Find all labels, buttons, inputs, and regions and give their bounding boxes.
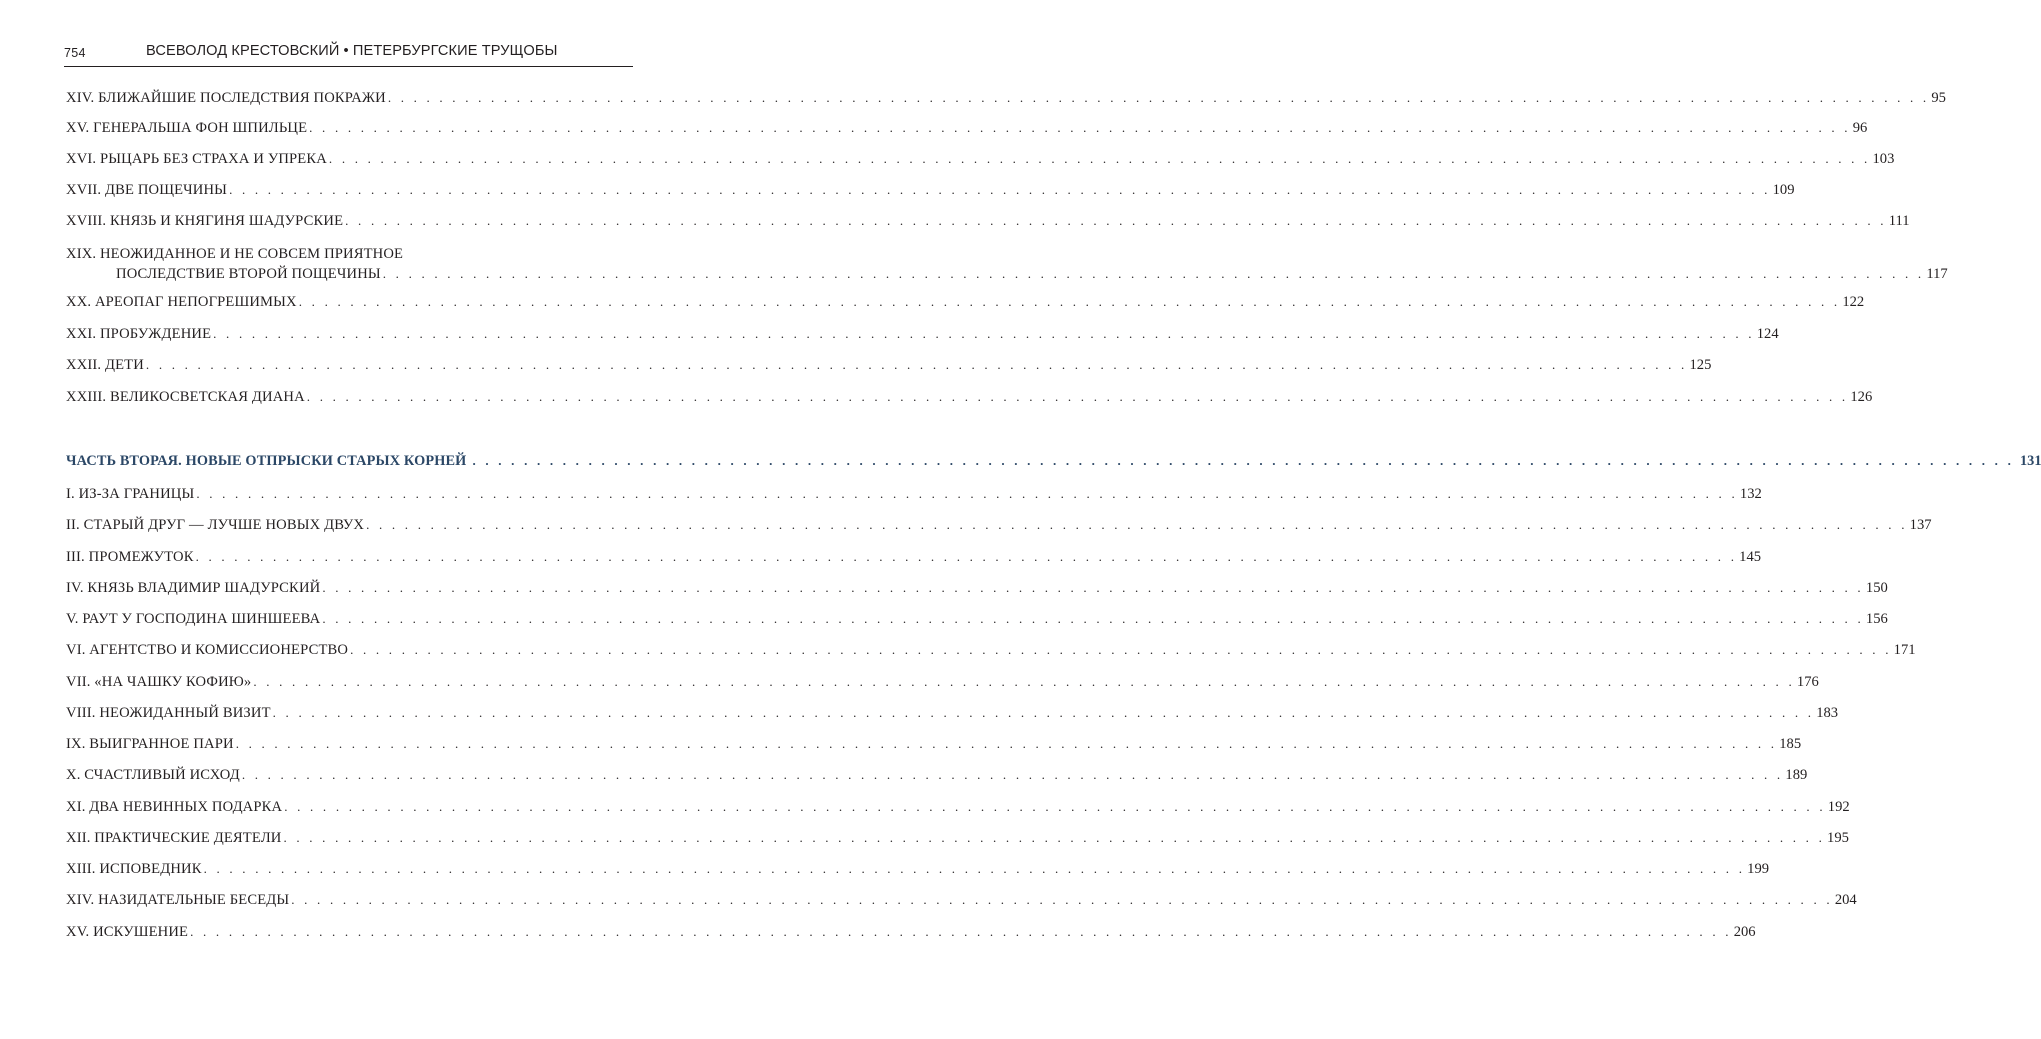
toc-entry-row <box>66 324 1779 344</box>
toc-entry <box>66 324 1779 344</box>
dot-leader: . . . . . . . . . . . . . . . . . . . . . . . . . . . . . . . . . . . . . . . . . . . . . . . . . . . . . . . . . . . . . . . . . . . . . . . . . . . . . . . . . . . . . . . . . . . . . . . . . . . . . . . . . . . . . . . . . . . . . . . . <box>229 182 1771 197</box>
toc-entry-title: XIV. НАЗИДАТЕЛЬНЫЕ БЕСЕДЫ <box>66 892 290 908</box>
toc-entry-title: XXIII. ВЕЛИКОСВЕТСКАЯ ДИАНА <box>66 389 305 405</box>
dot-leader: . . . . . . . . . . . . . . . . . . . . . . . . . . . . . . . . . . . . . . . . . . . . . . . . . . . . . . . . . . . . . . . . . . . . . . . . . . . . . . . . . . . . . . . . . . . . . . . . . . . . . . . . . . . . . . . . . . . . . . . . <box>322 611 1864 626</box>
toc-entry <box>66 244 1948 284</box>
toc-entry <box>66 387 1873 407</box>
dot-leader: . . . . . . . . . . . . . . . . . . . . . . . . . . . . . . . . . . . . . . . . . . . . . . . . . . . . . . . . . . . . . . . . . . . . . . . . . . . . . . . . . . . . . . . . . . . . . . . . . . . . . . . . . . . . . . . . . . . . . . . . <box>291 892 1833 907</box>
toc-entry <box>66 734 1802 754</box>
part-heading-page: 131 <box>2020 453 2041 469</box>
toc-entry <box>66 672 1819 692</box>
dot-leader: . . . . . . . . . . . . . . . . . . . . . . . . . . . . . . . . . . . . . . . . . . . . . . . . . . . . . . . . . . . . . . . . . . . . . . . . . . . . . . . . . . . . . . . . . . . . . . . . . . . . . . . . . . . . . . . . . . . . . . . . <box>472 453 2015 468</box>
toc-entry <box>66 88 1946 108</box>
toc-entry-title: XVII. ДВЕ ПОЩЕЧИНЫ <box>66 182 228 198</box>
toc-entry-title: VIII. НЕОЖИДАННЫЙ ВИЗИТ <box>66 705 271 721</box>
toc-entry-page: 137 <box>1909 517 1932 533</box>
toc-entry-page: 122 <box>1842 294 1865 310</box>
toc-entry <box>66 180 1795 200</box>
toc-entry-page: 125 <box>1689 357 1712 373</box>
toc-entry <box>66 484 1762 504</box>
toc-entry-title: I. ИЗ-ЗА ГРАНИЦЫ <box>66 486 195 502</box>
dot-leader: . . . . . . . . . . . . . . . . . . . . . . . . . . . . . . . . . . . . . . . . . . . . . . . . . . . . . . . . . . . . . . . . . . . . . . . . . . . . . . . . . . . . . . . . . . . . . . . . . . . . . . . . . . . . . . . . . . . . . . . . <box>366 517 1908 532</box>
toc-entry-row <box>66 578 1888 598</box>
toc-entry <box>66 149 1895 169</box>
toc-entry-page: 156 <box>1865 611 1888 627</box>
toc-entry-row <box>66 672 1819 692</box>
toc-entry <box>66 765 1808 785</box>
running-header <box>64 40 633 67</box>
toc-entry-row <box>66 797 1850 817</box>
toc-entry-row <box>66 547 1762 567</box>
toc-entry-row <box>66 922 1756 942</box>
toc-entry-title: XI. ДВА НЕВИННЫХ ПОДАРКА <box>66 799 283 815</box>
toc-entry-page: 126 <box>1850 389 1873 405</box>
toc-entry-title: XXII. ДЕТИ <box>66 357 144 373</box>
toc-entry-row <box>66 264 1948 284</box>
toc-entry-row <box>66 180 1795 200</box>
toc-entry-title: IV. КНЯЗЬ ВЛАДИМИР ШАДУРСКИЙ <box>66 580 321 596</box>
toc-entry <box>66 609 1888 629</box>
dot-leader: . . . . . . . . . . . . . . . . . . . . . . . . . . . . . . . . . . . . . . . . . . . . . . . . . . . . . . . . . . . . . . . . . . . . . . . . . . . . . . . . . . . . . . . . . . . . . . . . . . . . . . . . . . . . . . . . . . . . . . . . <box>272 705 1815 720</box>
toc-entry-row <box>66 387 1873 407</box>
toc-entry-row <box>66 88 1946 108</box>
toc-entry-page: 124 <box>1756 326 1779 342</box>
toc-entry-row <box>66 703 1839 723</box>
toc-entry-page: 145 <box>1739 549 1762 565</box>
dot-leader: . . . . . . . . . . . . . . . . . . . . . . . . . . . . . . . . . . . . . . . . . . . . . . . . . . . . . . . . . . . . . . . . . . . . . . . . . . . . . . . . . . . . . . . . . . . . . . . . . . . . . . . . . . . . . . . . . . . . . . . . <box>345 213 1887 228</box>
toc-entry-page: 189 <box>1785 767 1808 783</box>
toc-entry-page: 176 <box>1796 674 1819 690</box>
toc-entry <box>66 640 1916 660</box>
toc-entry-title: IX. ВЫИГРАННОЕ ПАРИ <box>66 736 234 752</box>
toc-entry-title: XV. ИСКУШЕНИЕ <box>66 924 189 940</box>
toc-entry-row <box>66 211 1910 231</box>
toc-entry-row <box>66 292 1865 312</box>
toc-entry-row <box>66 734 1802 754</box>
toc-entry <box>66 547 1762 567</box>
toc-entry <box>66 118 1868 138</box>
dot-leader: . . . . . . . . . . . . . . . . . . . . . . . . . . . . . . . . . . . . . . . . . . . . . . . . . . . . . . . . . . . . . . . . . . . . . . . . . . . . . . . . . . . . . . . . . . . . . . . . . . . . . . . . . . . . . . . . . . . . . . . . <box>253 674 1795 689</box>
toc-entry-page: 109 <box>1772 182 1795 198</box>
toc-entry-title: XV. ГЕНЕРАЛЬША ФОН ШПИЛЬЦЕ <box>66 120 308 136</box>
toc-entry <box>66 859 1770 879</box>
toc-entry-row <box>66 828 1849 848</box>
toc-entry <box>66 797 1850 817</box>
toc-entry-row <box>66 451 2041 471</box>
dot-leader: . . . . . . . . . . . . . . . . . . . . . . . . . . . . . . . . . . . . . . . . . . . . . . . . . . . . . . . . . . . . . . . . . . . . . . . . . . . . . . . . . . . . . . . . . . . . . . . . . . . . . . . . . . . . . . . . . . . . . . . . <box>382 266 1925 281</box>
toc-entry-row <box>66 859 1770 879</box>
toc-entry-page: 111 <box>1888 213 1910 229</box>
toc-entry-page: 95 <box>1931 90 1946 106</box>
dot-leader: . . . . . . . . . . . . . . . . . . . . . . . . . . . . . . . . . . . . . . . . . . . . . . . . . . . . . . . . . . . . . . . . . . . . . . . . . . . . . . . . . . . . . . . . . . . . . . . . . . . . . . . . . . . . . . . . . . . . . . . . <box>387 90 1930 105</box>
toc-entry-page: 192 <box>1827 799 1850 815</box>
dot-leader: . . . . . . . . . . . . . . . . . . . . . . . . . . . . . . . . . . . . . . . . . . . . . . . . . . . . . . . . . . . . . . . . . . . . . . . . . . . . . . . . . . . . . . . . . . . . . . . . . . . . . . . . . . . . . . . . . . . . . . . . <box>306 389 1849 404</box>
toc-entry-row <box>66 609 1888 629</box>
toc-entry <box>66 922 1756 942</box>
dot-leader: . . . . . . . . . . . . . . . . . . . . . . . . . . . . . . . . . . . . . . . . . . . . . . . . . . . . . . . . . . . . . . . . . . . . . . . . . . . . . . . . . . . . . . . . . . . . . . . . . . . . . . . . . . . . . . . . . . . . . . . . <box>298 294 1841 309</box>
dot-leader: . . . . . . . . . . . . . . . . . . . . . . . . . . . . . . . . . . . . . . . . . . . . . . . . . . . . . . . . . . . . . . . . . . . . . . . . . . . . . . . . . . . . . . . . . . . . . . . . . . . . . . . . . . . . . . . . . . . . . . . . <box>309 120 1851 135</box>
toc-entry-title: XIII. ИСПОВЕДНИК <box>66 861 202 877</box>
toc-entry-page: 150 <box>1865 580 1888 596</box>
toc-entry-page: 206 <box>1733 924 1756 940</box>
toc-entry-page: 195 <box>1827 830 1849 846</box>
dot-leader: . . . . . . . . . . . . . . . . . . . . . . . . . . . . . . . . . . . . . . . . . . . . . . . . . . . . . . . . . . . . . . . . . . . . . . . . . . . . . . . . . . . . . . . . . . . . . . . . . . . . . . . . . . . . . . . . . . . . . . . . <box>283 830 1826 845</box>
dot-leader: . . . . . . . . . . . . . . . . . . . . . . . . . . . . . . . . . . . . . . . . . . . . . . . . . . . . . . . . . . . . . . . . . . . . . . . . . . . . . . . . . . . . . . . . . . . . . . . . . . . . . . . . . . . . . . . . . . . . . . . . <box>241 767 1784 782</box>
running-title: ВСЕВОЛОД КРЕСТОВСКИЙ • ПЕТЕРБУРГСКИЕ ТРУЩОБЫ <box>146 43 558 59</box>
page-number: 754 <box>64 46 86 60</box>
dot-leader: . . . . . . . . . . . . . . . . . . . . . . . . . . . . . . . . . . . . . . . . . . . . . . . . . . . . . . . . . . . . . . . . . . . . . . . . . . . . . . . . . . . . . . . . . . . . . . . . . . . . . . . . . . . . . . . . . . . . . . . . <box>284 799 1826 814</box>
toc-entry <box>66 578 1888 598</box>
toc-entry-title: III. ПРОМЕЖУТОК <box>66 549 194 565</box>
toc-entry-row <box>66 640 1916 660</box>
toc-entry-title: II. СТАРЫЙ ДРУГ — ЛУЧШЕ НОВЫХ ДВУХ <box>66 517 365 533</box>
dot-leader: . . . . . . . . . . . . . . . . . . . . . . . . . . . . . . . . . . . . . . . . . . . . . . . . . . . . . . . . . . . . . . . . . . . . . . . . . . . . . . . . . . . . . . . . . . . . . . . . . . . . . . . . . . . . . . . . . . . . . . . . <box>203 861 1746 876</box>
toc-entry-title: VII. «НА ЧАШКУ КОФИЮ» <box>66 674 252 690</box>
toc-entry-page: 103 <box>1872 151 1895 167</box>
toc-entry-title: V. РАУТ У ГОСПОДИНА ШИНШЕЕВА <box>66 611 321 627</box>
toc-entry-title: XVI. РЫЦАРЬ БЕЗ СТРАХА И УПРЕКА <box>66 151 327 167</box>
dot-leader: . . . . . . . . . . . . . . . . . . . . . . . . . . . . . . . . . . . . . . . . . . . . . . . . . . . . . . . . . . . . . . . . . . . . . . . . . . . . . . . . . . . . . . . . . . . . . . . . . . . . . . . . . . . . . . . . . . . . . . . . <box>328 151 1871 166</box>
dot-leader: . . . . . . . . . . . . . . . . . . . . . . . . . . . . . . . . . . . . . . . . . . . . . . . . . . . . . . . . . . . . . . . . . . . . . . . . . . . . . . . . . . . . . . . . . . . . . . . . . . . . . . . . . . . . . . . . . . . . . . . . <box>190 924 1732 939</box>
dot-leader: . . . . . . . . . . . . . . . . . . . . . . . . . . . . . . . . . . . . . . . . . . . . . . . . . . . . . . . . . . . . . . . . . . . . . . . . . . . . . . . . . . . . . . . . . . . . . . . . . . . . . . . . . . . . . . . . . . . . . . . . <box>195 549 1738 564</box>
toc-entry <box>66 515 1932 535</box>
toc-entry-row <box>66 484 1762 504</box>
toc-entry-title: X. СЧАСТЛИВЫЙ ИСХОД <box>66 767 240 783</box>
dot-leader: . . . . . . . . . . . . . . . . . . . . . . . . . . . . . . . . . . . . . . . . . . . . . . . . . . . . . . . . . . . . . . . . . . . . . . . . . . . . . . . . . . . . . . . . . . . . . . . . . . . . . . . . . . . . . . . . . . . . . . . . <box>213 326 1755 341</box>
toc-entry-title: VI. АГЕНТСТВО И КОМИССИОНЕРСТВО <box>66 642 349 658</box>
toc-entry-page: 204 <box>1834 892 1857 908</box>
toc-entry-page: 132 <box>1739 486 1762 502</box>
toc-entry-row <box>66 515 1932 535</box>
toc-entry-title: XVIII. КНЯЗЬ И КНЯГИНЯ ШАДУРСКИЕ <box>66 213 344 229</box>
toc-entry-title: ПОСЛЕДСТВИЕ ВТОРОЙ ПОЩЕЧИНЫ <box>116 266 381 282</box>
toc-entry-title-line1: XIX. НЕОЖИДАННОЕ И НЕ СОВСЕМ ПРИЯТНОЕ <box>66 246 404 262</box>
toc-entry <box>66 890 1857 910</box>
dot-leader: . . . . . . . . . . . . . . . . . . . . . . . . . . . . . . . . . . . . . . . . . . . . . . . . . . . . . . . . . . . . . . . . . . . . . . . . . . . . . . . . . . . . . . . . . . . . . . . . . . . . . . . . . . . . . . . . . . . . . . . . <box>350 642 1892 657</box>
toc-entry-page: 199 <box>1747 861 1770 877</box>
toc-entry-row <box>66 355 1712 375</box>
toc-entry-row <box>66 765 1808 785</box>
toc-entry-page: 171 <box>1893 642 1916 658</box>
dot-leader: . . . . . . . . . . . . . . . . . . . . . . . . . . . . . . . . . . . . . . . . . . . . . . . . . . . . . . . . . . . . . . . . . . . . . . . . . . . . . . . . . . . . . . . . . . . . . . . . . . . . . . . . . . . . . . . . . . . . . . . . <box>322 580 1864 595</box>
toc-entry <box>66 292 1865 312</box>
part-heading-title: ЧАСТЬ ВТОРАЯ. НОВЫЕ ОТПРЫСКИ СТАРЫХ КОРНЕЙ <box>66 453 467 469</box>
toc-entry <box>66 828 1849 848</box>
toc-entry-title: XX. АРЕОПАГ НЕПОГРЕШИМЫХ <box>66 294 297 310</box>
dot-leader: . . . . . . . . . . . . . . . . . . . . . . . . . . . . . . . . . . . . . . . . . . . . . . . . . . . . . . . . . . . . . . . . . . . . . . . . . . . . . . . . . . . . . . . . . . . . . . . . . . . . . . . . . . . . . . . . . . . . . . . . <box>145 357 1688 372</box>
toc-entry-title: XII. ПРАКТИЧЕСКИЕ ДЕЯТЕЛИ <box>66 830 282 846</box>
toc-entry-page: 117 <box>1926 266 1948 282</box>
toc-entry-row <box>66 890 1857 910</box>
toc-entry <box>66 355 1712 375</box>
toc-entry-row <box>66 149 1895 169</box>
toc-entry <box>66 703 1839 723</box>
toc-entry <box>66 211 1910 231</box>
part-heading <box>66 451 2041 471</box>
toc-entry-row <box>66 118 1868 138</box>
dot-leader: . . . . . . . . . . . . . . . . . . . . . . . . . . . . . . . . . . . . . . . . . . . . . . . . . . . . . . . . . . . . . . . . . . . . . . . . . . . . . . . . . . . . . . . . . . . . . . . . . . . . . . . . . . . . . . . . . . . . . . . . <box>196 486 1738 501</box>
toc-entry-title: XIV. БЛИЖАЙШИЕ ПОСЛЕДСТВИЯ ПОКРАЖИ <box>66 90 386 106</box>
toc-entry-page: 185 <box>1779 736 1802 752</box>
toc-entry-title: XXI. ПРОБУЖДЕНИЕ <box>66 326 212 342</box>
toc-entry-page: 96 <box>1852 120 1868 136</box>
dot-leader: . . . . . . . . . . . . . . . . . . . . . . . . . . . . . . . . . . . . . . . . . . . . . . . . . . . . . . . . . . . . . . . . . . . . . . . . . . . . . . . . . . . . . . . . . . . . . . . . . . . . . . . . . . . . . . . . . . . . . . . . <box>235 736 1778 751</box>
toc-entry-page: 183 <box>1816 705 1839 721</box>
